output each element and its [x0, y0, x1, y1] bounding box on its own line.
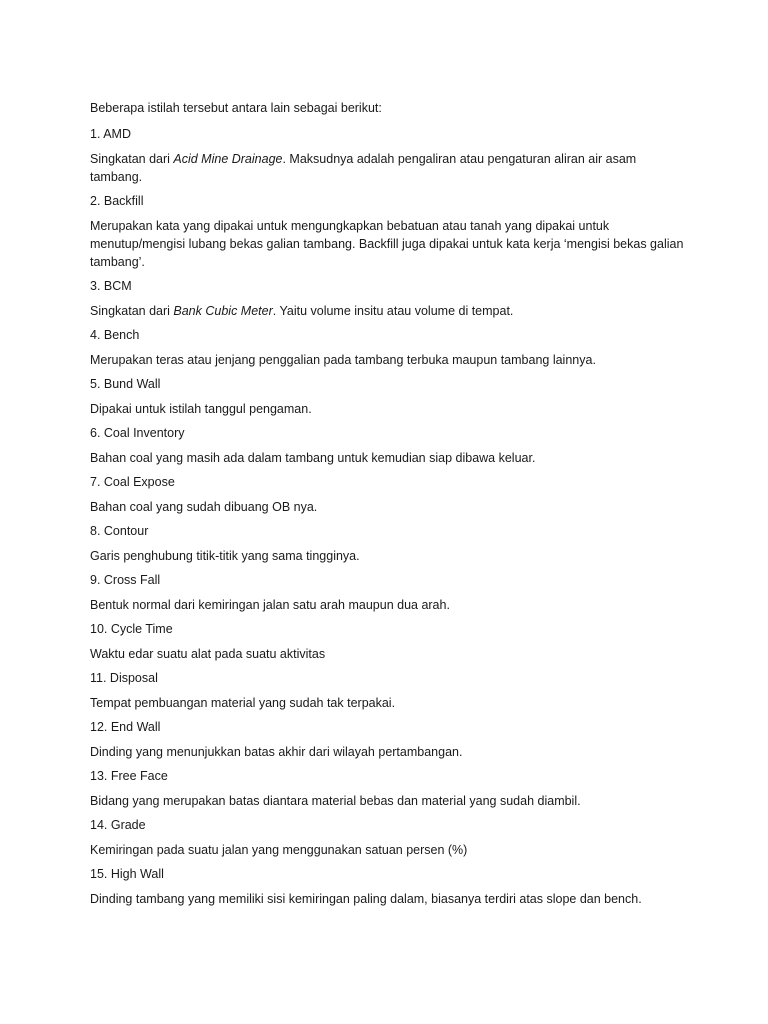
entry-definition: [90, 400, 690, 418]
definition-text: Waktu edar suatu alat pada suatu aktivitas: [90, 647, 326, 661]
entry: [90, 522, 690, 565]
entry-term: 11. Disposal: [90, 671, 158, 685]
entry: [90, 473, 690, 516]
entry-definition: [90, 150, 690, 186]
entry: [90, 424, 690, 467]
document-page: [90, 99, 690, 914]
entry: [90, 375, 690, 418]
definition-text: Dinding yang menunjukkan batas akhir dari wilayah pertambangan.: [90, 745, 463, 759]
entry: [90, 571, 690, 614]
definition-text: Dinding tambang yang memiliki sisi kemiringan paling dalam, biasanya terdiri atas slope dan bench.: [90, 892, 642, 906]
definition-text: Singkatan dari: [90, 152, 174, 166]
entry-term: 3. BCM: [90, 279, 132, 293]
entry-term: 14. Grade: [90, 818, 146, 832]
definition-text: Bidang yang merupakan batas diantara material bebas dan material yang sudah diambil.: [90, 794, 581, 808]
entry-term: 13. Free Face: [90, 769, 168, 783]
entry: [90, 620, 690, 663]
entry: [90, 767, 690, 810]
definition-text: . Yaitu volume insitu atau volume di tempat.: [272, 304, 514, 318]
entry-definition: [90, 645, 690, 663]
entry-definition: [90, 743, 690, 761]
entry: [90, 192, 690, 271]
definition-text: Tempat pembuangan material yang sudah tak terpakai.: [90, 696, 396, 710]
entry-definition: [90, 547, 690, 565]
entry-definition: [90, 841, 690, 859]
definition-text: Merupakan kata yang dipakai untuk mengungkapkan bebatuan atau tanah yang dipakai untuk menutup/mengisi lubang bekas galian tambang. Backfill juga dipakai untuk kata kerja ‘mengisi bekas galian tambang’.: [90, 219, 684, 269]
entry-definition: [90, 351, 690, 369]
entry: [90, 125, 690, 186]
definition-text: Bahan coal yang sudah dibuang OB nya.: [90, 500, 318, 514]
entry-definition: [90, 302, 690, 320]
definition-text: Kemiringan pada suatu jalan yang menggunakan satuan persen (%): [90, 843, 468, 857]
entry-definition: [90, 449, 690, 467]
entry-term: 4. Bench: [90, 328, 140, 342]
entry-term: 2. Backfill: [90, 194, 144, 208]
definition-text: Bahan coal yang masih ada dalam tambang untuk kemudian siap dibawa keluar.: [90, 451, 536, 465]
entry-term: 10. Cycle Time: [90, 622, 173, 636]
definition-text: Merupakan teras atau jenjang penggalian pada tambang terbuka maupun tambang lainnya.: [90, 353, 596, 367]
entry-term: 5. Bund Wall: [90, 377, 161, 391]
entry-definition: [90, 792, 690, 810]
entry-definition: [90, 217, 690, 271]
entry: [90, 865, 690, 908]
entry-term: 15. High Wall: [90, 867, 164, 881]
entry: [90, 816, 690, 859]
entry-term: 1. AMD: [90, 127, 131, 141]
entry-term: 7. Coal Expose: [90, 475, 175, 489]
definition-text: Dipakai untuk istilah tanggul pengaman.: [90, 402, 312, 416]
intro-paragraph: Beberapa istilah tersebut antara lain sebagai berikut:: [90, 101, 382, 115]
definition-text: . Maksudnya adalah pengaliran atau pengaturan aliran air asam tambang.: [90, 152, 637, 184]
definition-italic-text: Acid Mine Drainage: [173, 152, 283, 166]
entry: [90, 277, 690, 320]
definition-text: Bentuk normal dari kemiringan jalan satu arah maupun dua arah.: [90, 598, 450, 612]
definition-text: Garis penghubung titik-titik yang sama tingginya.: [90, 549, 360, 563]
entry-definition: [90, 596, 690, 614]
entry-definition: [90, 890, 690, 908]
entry-term: 6. Coal Inventory: [90, 426, 185, 440]
entry: [90, 669, 690, 712]
entry-definition: [90, 694, 690, 712]
entry-term: 8. Contour: [90, 524, 149, 538]
entry-term: 12. End Wall: [90, 720, 161, 734]
entry: [90, 718, 690, 761]
entry-definition: [90, 498, 690, 516]
entry: [90, 326, 690, 369]
entry-term: 9. Cross Fall: [90, 573, 161, 587]
definition-text: Singkatan dari: [90, 304, 174, 318]
definition-italic-text: Bank Cubic Meter: [173, 304, 273, 318]
